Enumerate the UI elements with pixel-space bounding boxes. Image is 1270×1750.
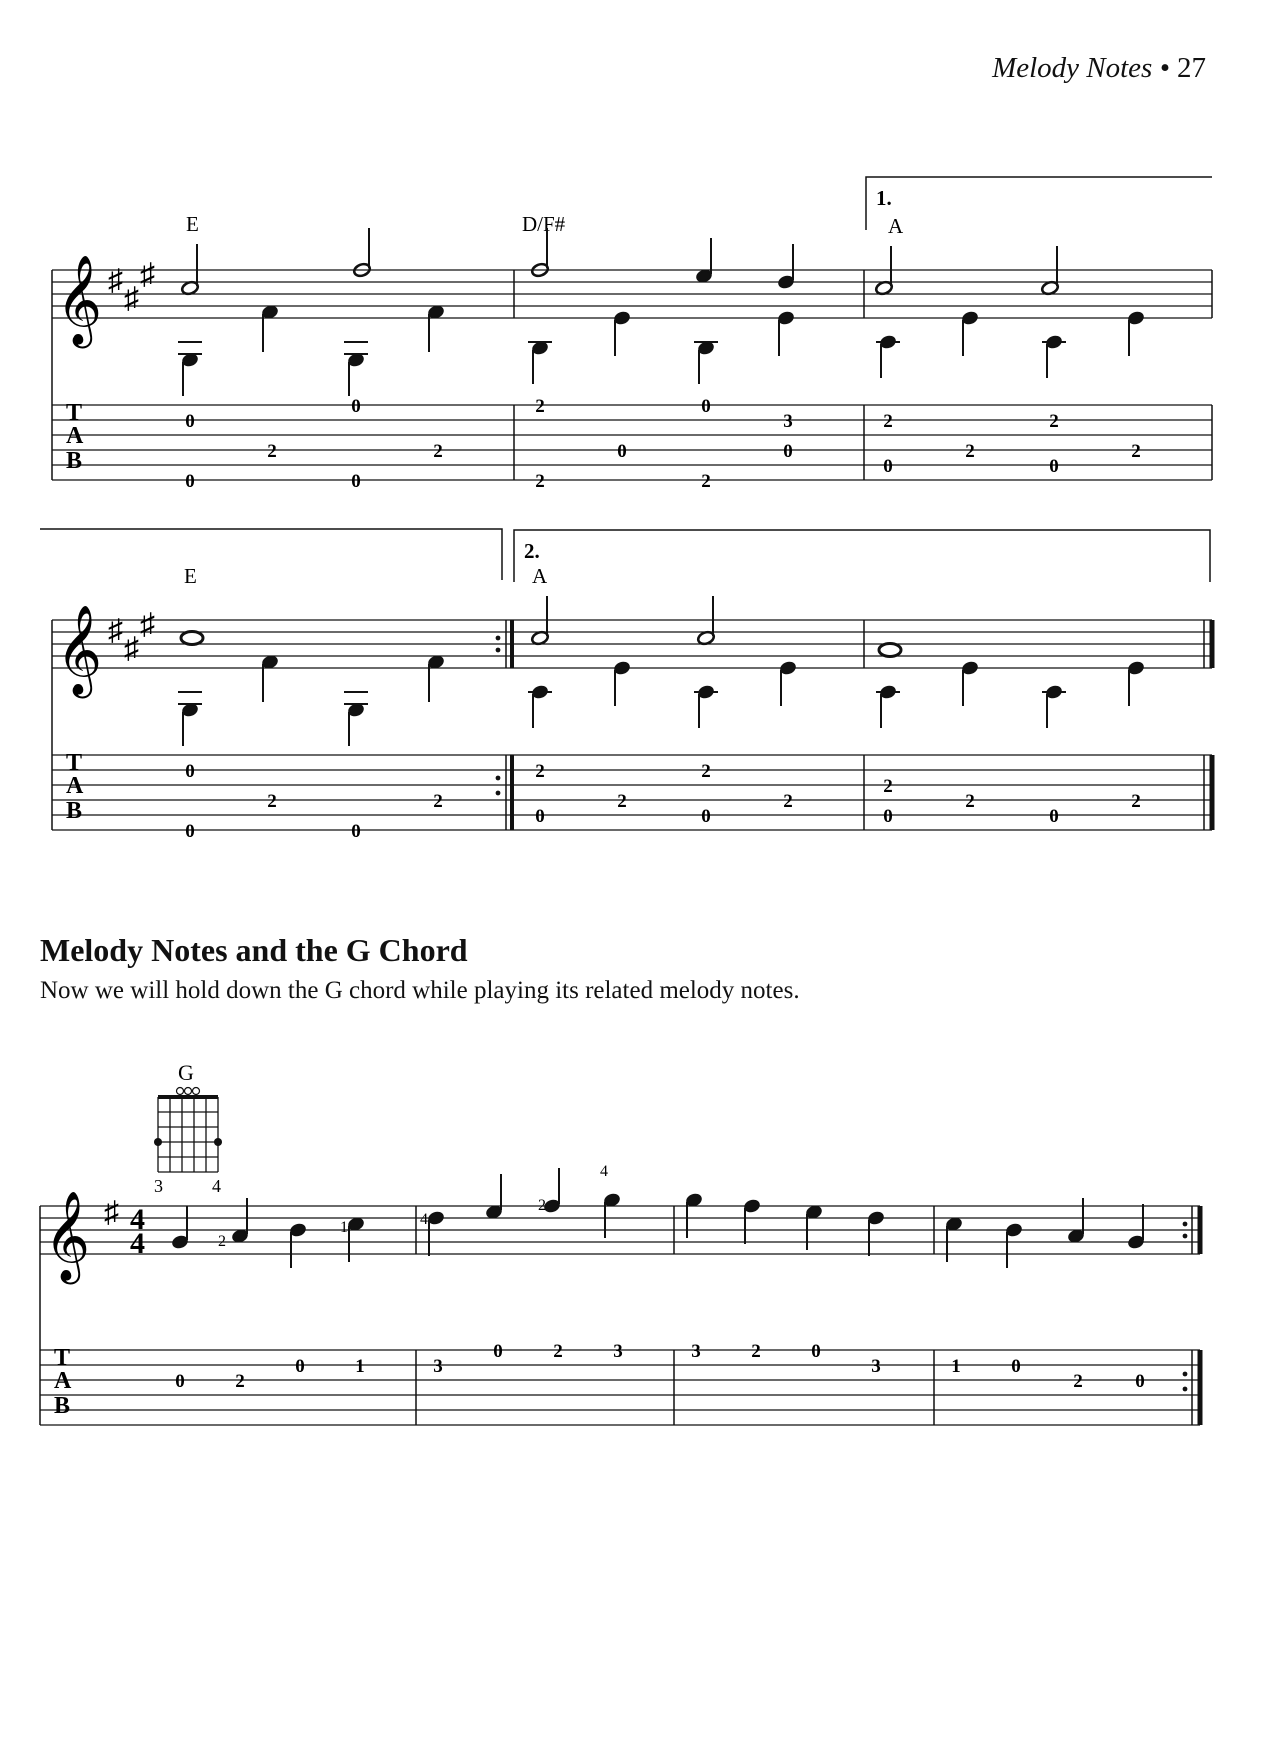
tab-number: 2 — [535, 396, 545, 417]
ending-number: 2. — [524, 539, 540, 563]
tab-number: 2 — [883, 411, 893, 432]
tab-number: 2 — [535, 471, 545, 492]
staff-lines-2 — [52, 620, 1212, 668]
tab-number: 2 — [1073, 1371, 1083, 1392]
tab-number: 0 — [1135, 1371, 1145, 1392]
tab-number: 2 — [267, 441, 277, 462]
time-signature — [130, 1203, 145, 1260]
chord-symbols-1 — [186, 212, 904, 238]
g-chord-diagram — [154, 1060, 222, 1196]
tab-number: 2 — [751, 1341, 761, 1362]
tab-number: 0 — [295, 1356, 305, 1377]
key-signature-g-major: ♯ — [104, 1196, 119, 1229]
tab-numbers-1 — [185, 396, 1141, 492]
staff-lines-3 — [40, 1206, 1200, 1254]
svg-text:♯: ♯ — [124, 632, 139, 665]
svg-text:♯: ♯ — [124, 282, 139, 315]
tab-number: 2 — [965, 441, 975, 462]
tab-number: 2 — [701, 471, 711, 492]
tab-number: 2 — [553, 1341, 563, 1362]
tab-number: 1 — [355, 1356, 365, 1377]
system-2 — [40, 529, 1212, 842]
tab-number: 0 — [351, 396, 361, 417]
svg-text:♯: ♯ — [140, 608, 155, 641]
tab-number: 2 — [783, 791, 793, 812]
barlines-3 — [40, 1206, 1200, 1425]
svg-text:T: T — [66, 750, 83, 776]
tab-number: 0 — [883, 456, 893, 477]
tab-number: 0 — [1049, 456, 1059, 477]
section-body: Now we will hold down the G chord while playing its related melody notes. — [40, 977, 800, 1004]
fingering: 2 — [218, 1233, 226, 1250]
svg-text:4: 4 — [130, 1203, 145, 1236]
chord-symbols-2 — [184, 564, 548, 588]
svg-text:A: A — [66, 773, 84, 799]
tab-number: 0 — [185, 821, 195, 842]
treble-clef: 𝄞 — [56, 256, 103, 343]
fingering: 4 — [420, 1211, 428, 1228]
chord-symbol: A — [532, 564, 548, 588]
tab-number: 2 — [883, 776, 893, 797]
tab-number: 0 — [493, 1341, 503, 1362]
barlines-2 — [52, 620, 1212, 830]
tab-clef — [66, 400, 84, 474]
svg-text:A: A — [66, 423, 84, 449]
svg-text:♯: ♯ — [108, 264, 123, 297]
chord-symbol: E — [186, 212, 199, 236]
staff-lines-1 — [52, 270, 1212, 318]
system-3 — [40, 1060, 1200, 1425]
svg-text:T: T — [54, 1345, 71, 1371]
tab-number: 0 — [1049, 806, 1059, 827]
finger-number: 3 — [154, 1176, 163, 1196]
tab-number: 3 — [871, 1356, 881, 1377]
tab-number: 2 — [535, 761, 545, 782]
tab-number: 0 — [351, 471, 361, 492]
tab-number: 3 — [783, 411, 793, 432]
tab-number: 0 — [185, 411, 195, 432]
chord-symbol: E — [184, 564, 197, 588]
tab-number: 3 — [433, 1356, 443, 1377]
tab-number: 2 — [617, 791, 627, 812]
fingering: 2 — [538, 1197, 546, 1214]
tab-lines-2 — [52, 755, 1212, 830]
tab-number: 2 — [965, 791, 975, 812]
tab-number: 2 — [1131, 441, 1141, 462]
chord-diagram-name: G — [178, 1060, 194, 1085]
repeat-dots-2 — [496, 636, 501, 796]
chord-symbol: A — [888, 214, 904, 238]
chord-symbol: D/F# — [522, 212, 566, 236]
notes-2 — [178, 596, 1144, 746]
tab-number: 2 — [1049, 411, 1059, 432]
section-heading: Melody Notes and the G Chord — [40, 932, 468, 968]
barlines-1 — [52, 270, 1212, 480]
tab-lines-1 — [52, 405, 1212, 480]
svg-text:T: T — [66, 400, 83, 426]
tab-number: 0 — [701, 396, 711, 417]
finger-number: 4 — [212, 1176, 221, 1196]
tab-number: 2 — [433, 441, 443, 462]
tab-number: 0 — [811, 1341, 821, 1362]
tab-number: 0 — [185, 761, 195, 782]
tab-number: 0 — [701, 806, 711, 827]
page-number: 27 — [1177, 52, 1206, 84]
ending-number: 1. — [876, 186, 892, 210]
tab-number: 0 — [535, 806, 545, 827]
tab-number: 2 — [701, 761, 711, 782]
tab-number: 0 — [617, 441, 627, 462]
treble-clef: 𝄞 — [56, 606, 103, 693]
tab-number: 0 — [185, 471, 195, 492]
first-ending-bracket — [866, 177, 1212, 230]
tab-number: 0 — [175, 1371, 185, 1392]
running-head-bullet: • — [1159, 52, 1170, 84]
tab-number: 3 — [613, 1341, 623, 1362]
tab-number: 2 — [267, 791, 277, 812]
svg-text:B: B — [66, 448, 83, 474]
tab-number: 2 — [1131, 791, 1141, 812]
svg-text:B: B — [66, 798, 83, 824]
tab-number: 0 — [783, 441, 793, 462]
tab-number: 2 — [235, 1371, 245, 1392]
fingering: 4 — [600, 1163, 608, 1180]
treble-clef: 𝄞 — [44, 1192, 91, 1279]
tab-clef — [66, 750, 84, 824]
svg-text:B: B — [54, 1393, 71, 1419]
svg-text:A: A — [54, 1368, 72, 1394]
tab-number: 0 — [351, 821, 361, 842]
tab-number: 2 — [433, 791, 443, 812]
tab-number: 1 — [951, 1356, 961, 1377]
notes-1 — [178, 228, 1144, 396]
tab-number: 3 — [691, 1341, 701, 1362]
svg-text:♯: ♯ — [108, 614, 123, 647]
tab-clef — [54, 1345, 72, 1419]
svg-text:♯: ♯ — [140, 258, 155, 291]
tab-number: 0 — [1011, 1356, 1021, 1377]
fingering: 1 — [340, 1219, 348, 1236]
svg-text:4: 4 — [130, 1227, 145, 1260]
ending-bracket-lines — [40, 529, 1210, 582]
system-1 — [52, 177, 1212, 492]
tab-number: 0 — [883, 806, 893, 827]
repeat-dots-3 — [1183, 1222, 1188, 1392]
tab-numbers-3 — [175, 1341, 1145, 1392]
running-head-title: Melody Notes — [992, 52, 1153, 84]
